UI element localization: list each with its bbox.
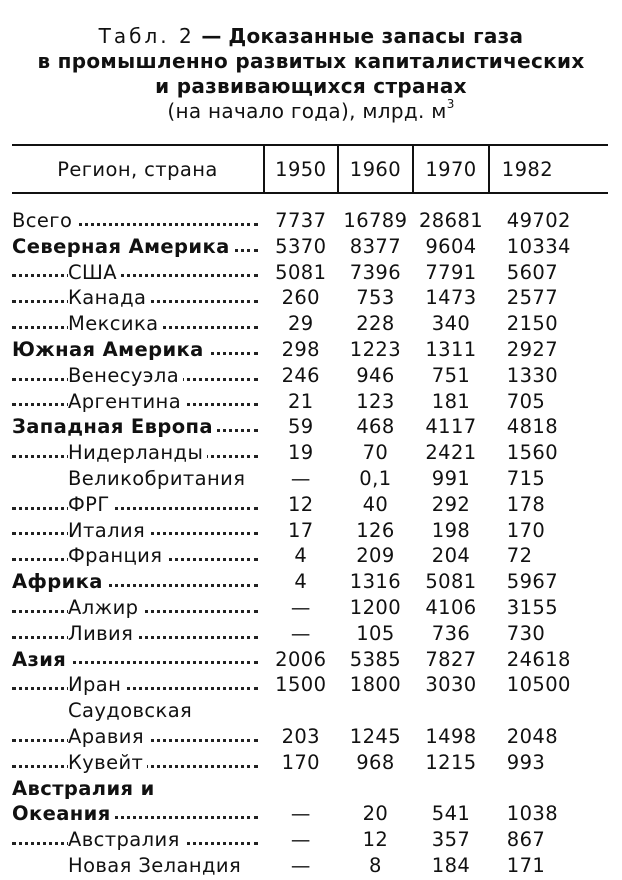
- value-cell-1960: 0,1: [359, 466, 392, 490]
- row-label: Кувейт: [68, 751, 147, 774]
- row-label-cell: [12, 440, 264, 466]
- value-cell-1950: —: [290, 621, 311, 645]
- table-row: [12, 337, 608, 363]
- value-cell-1960: 123: [356, 389, 395, 413]
- value-cell-1950: 260: [281, 286, 320, 310]
- column-header-1982: 1982: [489, 145, 608, 193]
- row-label: Нидерланды: [68, 441, 207, 464]
- value-cell-1982: 170: [506, 518, 546, 542]
- row-label-cell: [12, 414, 264, 440]
- value-cell-1960: 8: [369, 853, 382, 877]
- value-cell-1970: 357: [431, 828, 471, 852]
- table-row: [12, 414, 608, 440]
- value-cell-1960: 1316: [349, 570, 402, 594]
- value-cell-1960: 753: [356, 286, 395, 310]
- row-label: ФРГ: [68, 493, 114, 516]
- value-cell-1970: 198: [431, 518, 471, 542]
- table-row: [12, 569, 608, 595]
- caption-title-2: в промышленно развитых капиталистических: [37, 49, 585, 73]
- row-label: Саудовская: [68, 699, 196, 722]
- table-caption: [0, 24, 622, 124]
- value-cell-1970: 5081: [425, 570, 477, 594]
- value-cell-1960: 40: [362, 492, 389, 516]
- leader-dots: [12, 274, 258, 277]
- row-label: Всего: [12, 209, 76, 232]
- row-label: Австралия и: [12, 777, 159, 800]
- value-cell-1950: 298: [281, 337, 320, 361]
- value-cell-1960: 1200: [349, 595, 402, 619]
- value-cell-1982: 2927: [506, 337, 559, 361]
- value-cell-1970: 3030: [425, 673, 477, 697]
- row-label: Ливия: [68, 622, 137, 645]
- row-label: Южная Америка: [12, 338, 208, 361]
- value-cell-1960: 20: [362, 802, 389, 826]
- table-row: [12, 776, 608, 802]
- value-cell-1982: 10500: [506, 673, 571, 697]
- value-cell-1960: 1800: [349, 673, 402, 697]
- column-header-1960: 1960: [338, 145, 414, 193]
- row-label: США: [68, 261, 121, 284]
- gas-reserves-table: [12, 144, 608, 879]
- leader-dots: [12, 507, 258, 510]
- value-cell-1950: —: [290, 828, 311, 852]
- value-cell-1970: 7827: [425, 647, 477, 671]
- value-cell-1970: 292: [431, 492, 471, 516]
- value-cell-1970: 991: [431, 466, 471, 490]
- caption-line-1: [0, 24, 622, 49]
- value-cell-1970: 340: [431, 312, 471, 336]
- table-row: [12, 311, 608, 337]
- value-cell-1960: 946: [356, 363, 395, 387]
- row-label-cell: [12, 285, 264, 311]
- value-cell-1970: 181: [431, 389, 471, 413]
- value-cell-1950: 1500: [275, 673, 327, 697]
- value-cell-1960: 209: [356, 544, 395, 568]
- column-header-1970: 1970: [413, 145, 489, 193]
- value-cell-1950: 203: [281, 724, 320, 748]
- value-cell-1970: 1473: [425, 286, 477, 310]
- table-row: [12, 466, 608, 492]
- row-label-cell: [12, 776, 264, 802]
- value-cell-1982: [489, 698, 608, 724]
- value-cell-1982: 24618: [506, 647, 571, 671]
- value-cell-1950: 17: [287, 518, 314, 542]
- value-cell-1970: 1498: [425, 724, 477, 748]
- table-row: [12, 260, 608, 286]
- value-cell-1970: 541: [431, 802, 471, 826]
- row-label-cell: [12, 311, 264, 337]
- value-cell-1970: 9604: [425, 234, 477, 258]
- value-cell-1982: 1038: [506, 802, 559, 826]
- row-label: Италия: [68, 519, 149, 542]
- value-cell-1982: [489, 776, 608, 802]
- value-cell-1982: 2048: [506, 724, 559, 748]
- value-cell-1982: 705: [506, 389, 546, 413]
- value-cell-1950: 4: [294, 570, 308, 594]
- table-row: [12, 647, 608, 673]
- value-cell-1970: 4117: [425, 415, 477, 439]
- value-cell-1960: 7396: [349, 260, 402, 284]
- value-cell-1950: [264, 776, 338, 802]
- value-cell-1970: 4106: [425, 595, 477, 619]
- row-label-cell: [12, 518, 264, 544]
- row-label-cell: [12, 672, 264, 698]
- row-label-cell: [12, 234, 264, 260]
- value-cell-1950: 21: [287, 389, 314, 413]
- row-label: Алжир: [68, 596, 142, 619]
- value-cell-1982: 178: [506, 492, 546, 516]
- column-header-region: Регион, страна: [12, 145, 264, 193]
- value-cell-1982: 3155: [506, 595, 559, 619]
- value-cell-1982: 4818: [506, 415, 559, 439]
- caption-subtitle: (на начало года), млрд. м: [167, 99, 447, 123]
- table-row: [12, 518, 608, 544]
- row-label-cell: [12, 647, 264, 673]
- row-label-cell: [12, 801, 264, 827]
- value-cell-1970: 204: [431, 544, 471, 568]
- value-cell-1982: 993: [506, 750, 546, 774]
- value-cell-1970: 184: [431, 853, 471, 877]
- value-cell-1950: [264, 698, 338, 724]
- table-body: [12, 193, 608, 879]
- row-label: Венесуэла: [68, 364, 183, 387]
- value-cell-1982: 171: [506, 853, 546, 877]
- value-cell-1970: [413, 698, 489, 724]
- row-label: Великобритания: [68, 467, 249, 490]
- value-cell-1950: —: [290, 853, 311, 877]
- table-row: [12, 621, 608, 647]
- value-cell-1982: 49702: [506, 209, 571, 232]
- row-label-cell: [12, 853, 264, 879]
- header-row: [12, 145, 608, 193]
- row-label-cell: [12, 827, 264, 853]
- row-label: Западная Европа: [12, 415, 217, 438]
- value-cell-1982: 730: [506, 621, 546, 645]
- value-cell-1950: —: [290, 595, 311, 619]
- row-label-cell: [12, 724, 264, 750]
- row-label: Аравия: [68, 725, 148, 748]
- value-cell-1982: 867: [506, 828, 546, 852]
- caption-title-3: и развивающихся странах: [155, 74, 467, 98]
- value-cell-1970: 736: [431, 621, 471, 645]
- value-cell-1960: 12: [362, 828, 389, 852]
- row-label-cell: [12, 543, 264, 569]
- table-row: [12, 801, 608, 827]
- row-label-cell: [12, 363, 264, 389]
- caption-title-1: Доказанные запасы газа: [228, 24, 524, 48]
- row-label: Новая Зеландия: [68, 854, 245, 877]
- value-cell-1960: [338, 698, 414, 724]
- table-row: [12, 389, 608, 415]
- value-cell-1960: 1223: [349, 337, 402, 361]
- row-label-cell: [12, 466, 264, 492]
- value-cell-1950: 19: [287, 441, 314, 465]
- value-cell-1970: 7791: [425, 260, 477, 284]
- table-row: [12, 285, 608, 311]
- value-cell-1982: 72: [506, 544, 533, 568]
- table-row: [12, 750, 608, 776]
- row-label-cell: [12, 389, 264, 415]
- value-cell-1960: 70: [362, 441, 389, 465]
- value-cell-1960: 8377: [349, 234, 402, 258]
- table-row: [12, 543, 608, 569]
- caption-subtitle-line: [0, 99, 622, 124]
- row-label: Океания: [12, 802, 115, 825]
- value-cell-1950: 5081: [275, 260, 327, 284]
- row-label: Австралия: [68, 828, 184, 851]
- row-label-cell: [12, 193, 264, 234]
- value-cell-1950: 170: [281, 750, 320, 774]
- row-label: Северная Америка: [12, 235, 234, 258]
- table-row: [12, 234, 608, 260]
- value-cell-1950: 12: [287, 492, 314, 516]
- row-label-cell: [12, 595, 264, 621]
- row-label-cell: [12, 337, 264, 363]
- value-cell-1970: 1311: [425, 337, 477, 361]
- value-cell-1970: 28681: [418, 209, 484, 232]
- value-cell-1970: 751: [431, 363, 471, 387]
- value-cell-1982: 2150: [506, 312, 559, 336]
- value-cell-1950: —: [290, 466, 311, 490]
- value-cell-1960: 16789: [343, 209, 408, 232]
- value-cell-1960: 228: [356, 312, 395, 336]
- table-row: [12, 724, 608, 750]
- table-row: [12, 193, 608, 234]
- row-label: Азия: [12, 648, 70, 671]
- value-cell-1950: 246: [281, 363, 320, 387]
- value-cell-1982: 1560: [506, 441, 559, 465]
- unit-exponent: 3: [446, 97, 455, 112]
- table-row: [12, 672, 608, 698]
- value-cell-1982: 715: [506, 466, 546, 490]
- value-cell-1950: —: [290, 802, 311, 826]
- value-cell-1950: 5370: [275, 234, 327, 258]
- value-cell-1970: 1215: [425, 750, 477, 774]
- table-row: [12, 595, 608, 621]
- value-cell-1950: 2006: [275, 647, 327, 671]
- value-cell-1960: 468: [356, 415, 395, 439]
- row-label-cell: [12, 492, 264, 518]
- value-cell-1960: 968: [356, 750, 395, 774]
- row-label-cell: [12, 569, 264, 595]
- table-row: [12, 492, 608, 518]
- row-label-cell: [12, 750, 264, 776]
- value-cell-1960: 126: [356, 518, 395, 542]
- value-cell-1982: 5607: [506, 260, 559, 284]
- value-cell-1950: 29: [287, 312, 314, 336]
- leader-dots: [12, 687, 258, 690]
- value-cell-1982: 1330: [506, 363, 559, 387]
- value-cell-1950: 7737: [275, 209, 327, 232]
- value-cell-1960: 1245: [349, 724, 402, 748]
- column-header-1950: 1950: [264, 145, 338, 193]
- caption-dash: —: [201, 24, 222, 48]
- row-label: Канада: [68, 286, 150, 309]
- table-row: [12, 853, 608, 879]
- value-cell-1960: 5385: [349, 647, 402, 671]
- row-label-cell: [12, 698, 264, 724]
- value-cell-1950: 59: [287, 415, 314, 439]
- value-cell-1960: [338, 776, 414, 802]
- table-row: [12, 363, 608, 389]
- row-label-cell: [12, 260, 264, 286]
- row-label: Мексика: [68, 312, 163, 335]
- row-label: Франция: [68, 544, 166, 567]
- value-cell-1970: 2421: [425, 441, 477, 465]
- value-cell-1970: [413, 776, 489, 802]
- value-cell-1960: 105: [356, 621, 395, 645]
- table-row: [12, 440, 608, 466]
- row-label: Африка: [12, 570, 107, 593]
- table-row: [12, 698, 608, 724]
- row-label: Иран: [68, 673, 125, 696]
- row-label: Аргентина: [68, 390, 185, 413]
- value-cell-1982: 10334: [506, 234, 571, 258]
- table-row: [12, 827, 608, 853]
- value-cell-1982: 5967: [506, 570, 559, 594]
- value-cell-1950: 4: [294, 544, 308, 568]
- row-label-cell: [12, 621, 264, 647]
- value-cell-1982: 2577: [506, 286, 559, 310]
- table-number: Табл. 2: [98, 24, 195, 48]
